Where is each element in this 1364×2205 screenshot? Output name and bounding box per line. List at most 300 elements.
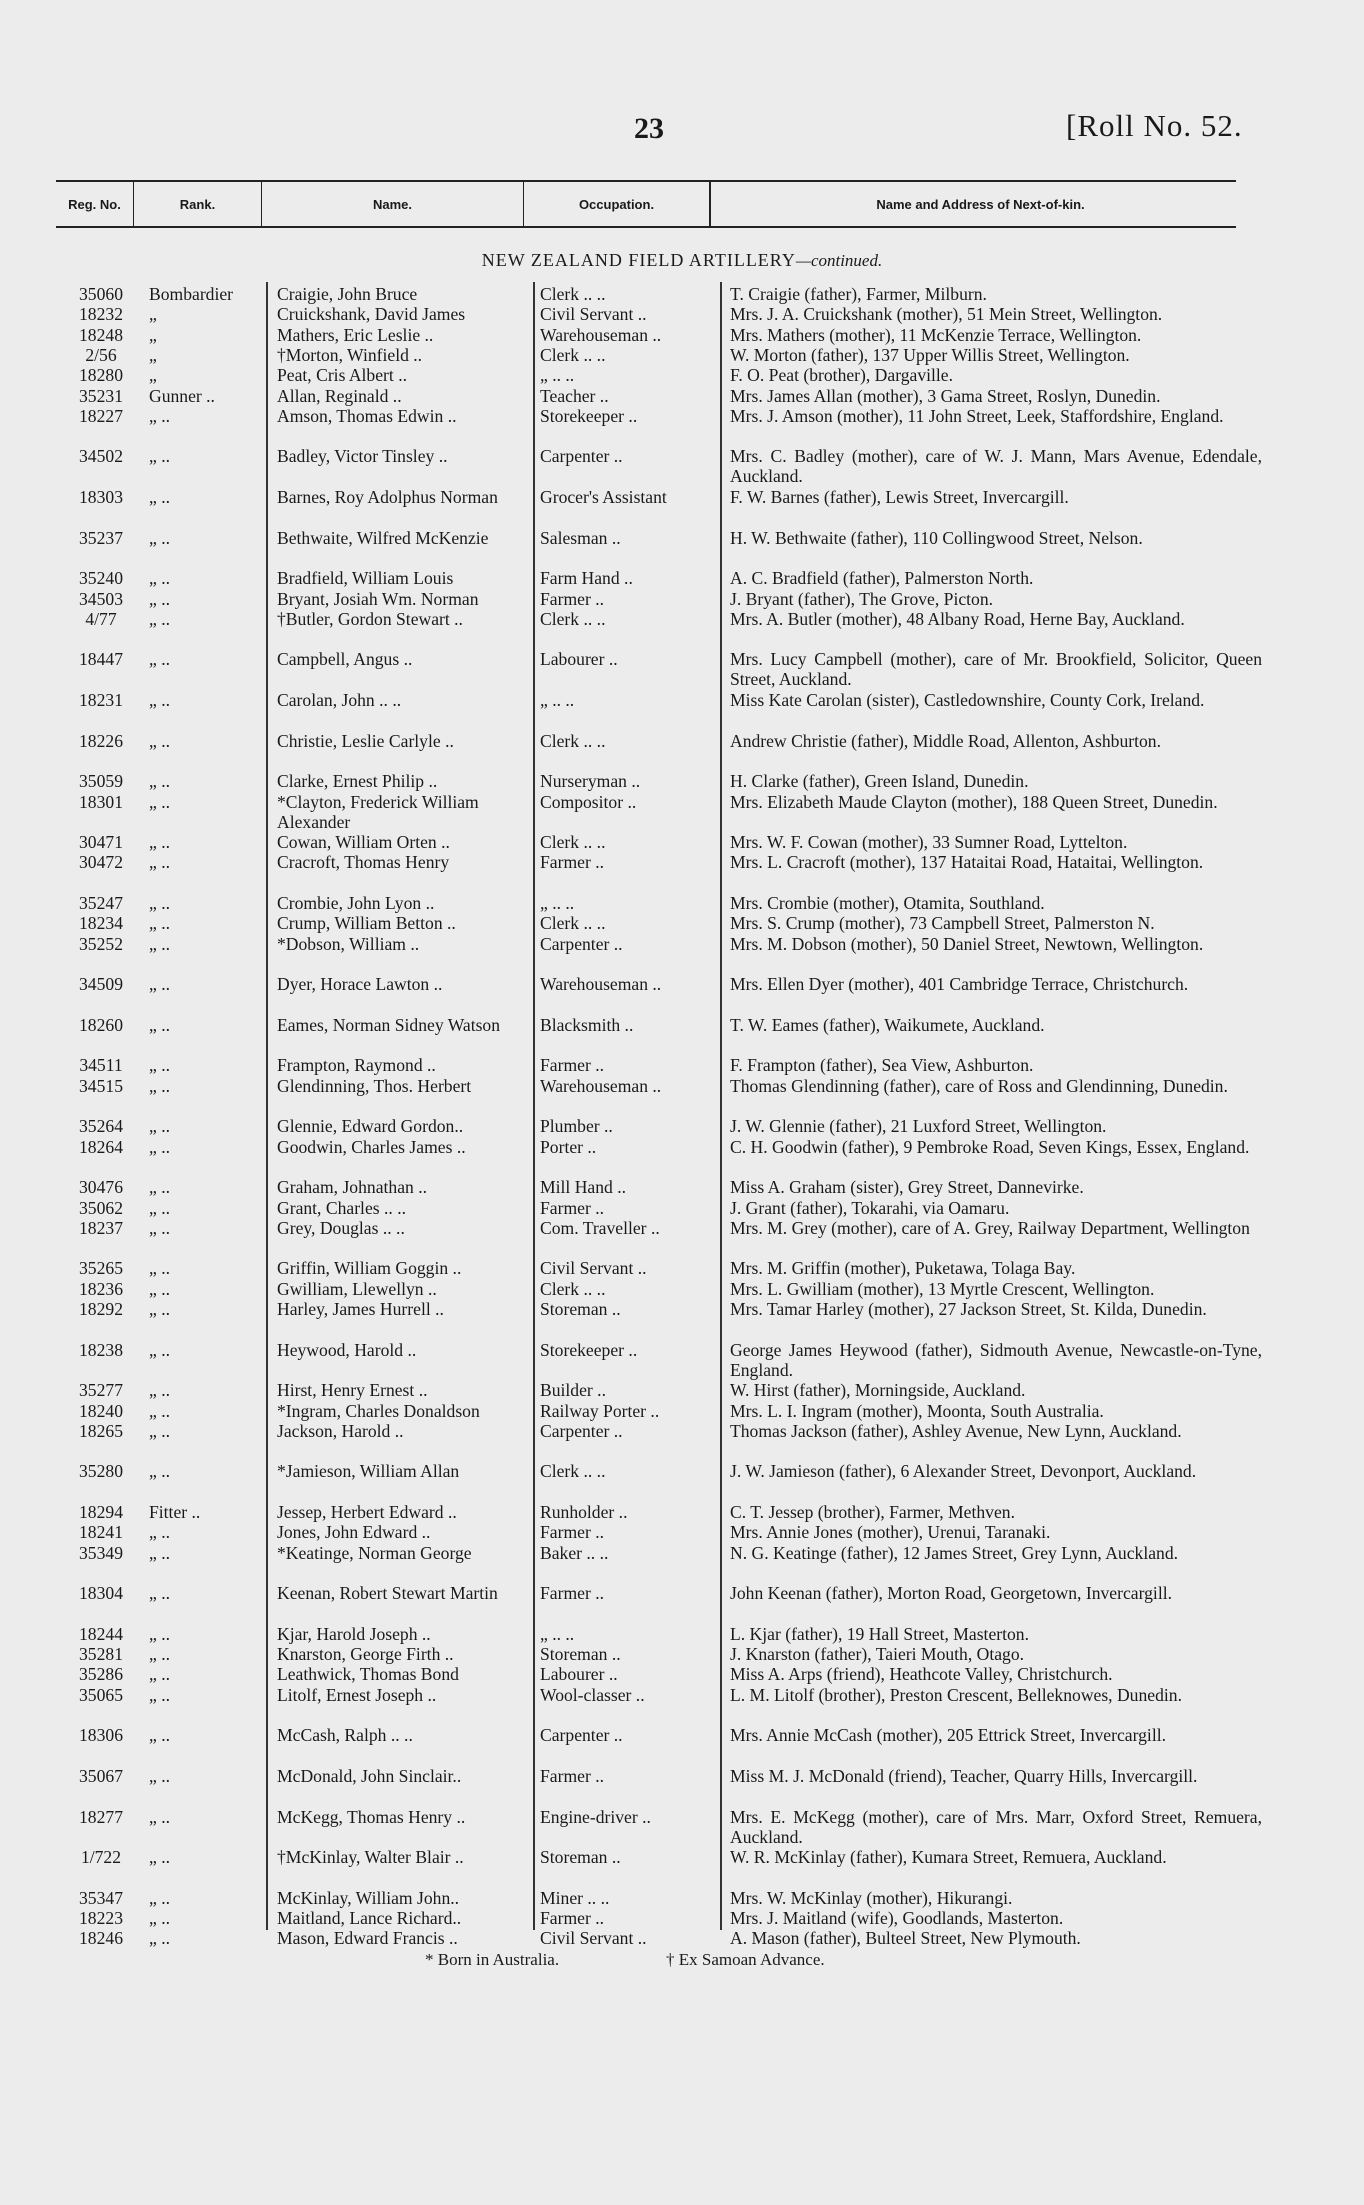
occupation-cell: Clerk .. .. [540,344,606,365]
table-row [0,1218,1364,1259]
next-of-kin-cell: Thomas Glendinning (father), care of Ross and Glendinning, Dunedin. [730,1075,1228,1096]
next-of-kin-cell: Mrs. Tamar Harley (mother), 27 Jackson Street, St. Kilda, Dunedin. [730,1299,1207,1319]
col-kin-header: Name and Address of Next-of-kin. [710,182,1250,226]
occupation-cell: Carpenter .. [540,933,623,954]
rank-cell: „ .. [149,1623,171,1644]
table-row [0,406,1364,447]
name-cell: Jones, John Edward .. [277,1522,431,1543]
reg-number-cell: 18244 [79,1623,123,1644]
rank-cell: „ .. [149,1664,171,1685]
rank-cell: „ .. [149,1339,171,1360]
occupation-cell: Plumber .. [540,1116,613,1137]
next-of-kin-cell: Mrs. A. Butler (mother), 48 Albany Road, Herne Bay, Auckland. [730,608,1185,629]
next-of-kin-cell: Mrs. Ellen Dyer (mother), 401 Cambridge Terrace, Christchurch. [730,974,1189,995]
reg-number-cell: 2/56 [85,344,117,365]
name-cell: Keenan, Robert Stewart Martin [277,1583,498,1604]
reg-number-cell: 35265 [79,1258,123,1279]
rank-cell: „ .. [149,1806,171,1827]
reg-number-cell: 34503 [79,588,123,609]
table-row [0,934,1364,975]
reg-number-cell: 18301 [79,791,123,812]
rank-cell: „ .. [149,1014,171,1035]
rank-cell: „ .. [149,1684,171,1705]
rank-cell: Fitter .. [149,1502,201,1522]
next-of-kin-cell: C. T. Jessep (brother), Farmer, Methven. [730,1502,1015,1522]
reg-number-cell: 30471 [79,832,123,853]
table-row [0,345,1364,365]
rank-cell: „ .. [149,1583,171,1604]
name-cell: Leathwick, Thomas Bond [277,1664,459,1685]
rank-cell: „ .. [149,1887,171,1908]
table-row [0,1664,1364,1684]
name-cell: Grey, Douglas .. .. [277,1217,405,1238]
name-cell: *Dobson, William .. [277,933,420,954]
occupation-cell: Civil Servant .. [540,1928,647,1949]
reg-number-cell: 18231 [79,690,123,710]
table-row [0,1299,1364,1340]
rank-cell: „ .. [149,1380,171,1401]
reg-number-cell: 18226 [79,730,123,751]
next-of-kin-cell: Mrs. E. McKegg (mother), care of Mrs. Marr, Oxford Street, Remuera, Auckland. [730,1806,1262,1847]
reg-number-cell: 18238 [79,1339,123,1360]
table-row [0,1502,1364,1522]
next-of-kin-cell: Mrs. C. Badley (mother), care of W. J. Mann, Mars Avenue, Edendale, Auckland. [730,446,1262,487]
occupation-cell: Engine-driver .. [540,1806,651,1827]
next-of-kin-cell: Mrs. S. Crump (mother), 73 Campbell Street, Palmerston N. [730,913,1155,934]
name-cell: McDonald, John Sinclair.. [277,1765,462,1786]
next-of-kin-cell: L. M. Litolf (brother), Preston Crescent, Belleknowes, Dunedin. [730,1684,1182,1705]
next-of-kin-cell: J. Grant (father), Tokarahi, via Oamaru. [730,1197,1010,1218]
rank-cell: „ .. [149,852,171,873]
reg-number-cell: 35240 [79,568,123,589]
next-of-kin-cell: Thomas Jackson (father), Ashley Avenue, New Lynn, Auckland. [730,1420,1182,1441]
section-continued: —continued. [795,251,883,270]
occupation-cell: „ .. .. [540,893,575,913]
occupation-cell: Clerk .. .. [540,1461,606,1482]
table-row [0,365,1364,385]
occupation-cell: Teacher .. [540,385,609,406]
table-row [0,649,1364,690]
reg-number-cell: 18248 [79,324,123,345]
occupation-cell: Runholder .. [540,1502,628,1522]
reg-number-cell: 18241 [79,1522,123,1543]
reg-number-cell: 18303 [79,487,123,507]
reg-number-cell: 18240 [79,1400,123,1421]
rank-cell: „ .. [149,690,171,710]
reg-number-cell: 18236 [79,1278,123,1299]
table-row [0,852,1364,893]
rank-cell: „ .. [149,527,171,548]
occupation-cell: Clerk .. .. [540,1278,606,1299]
next-of-kin-cell: A. Mason (father), Bulteel Street, New Plymouth. [730,1928,1081,1949]
rank-cell: „ .. [149,913,171,934]
next-of-kin-cell: Mrs. J. Maitland (wife), Goodlands, Masterton. [730,1908,1064,1928]
table-row [0,1076,1364,1117]
reg-number-cell: 18260 [79,1014,123,1035]
reg-number-cell: 18304 [79,1583,123,1604]
table-row [0,1461,1364,1502]
reg-number-cell: 35060 [79,284,123,304]
table-row [0,1015,1364,1056]
reg-number-cell: 35237 [79,527,123,548]
next-of-kin-cell: H. W. Bethwaite (father), 110 Collingwood Street, Nelson. [730,527,1143,548]
next-of-kin-cell: Mrs. L. Cracroft (mother), 137 Hataitai Road, Hataitai, Wellington. [730,852,1204,873]
occupation-cell: Railway Porter .. [540,1400,660,1421]
next-of-kin-cell: John Keenan (father), Morton Road, Georgetown, Invercargill. [730,1583,1172,1604]
table-row [0,792,1364,833]
occupation-cell: Builder .. [540,1380,606,1401]
col-occupation-header: Occupation. [524,182,710,226]
rank-cell: „ .. [149,649,171,670]
footnote-born-australia: * Born in Australia. [425,1950,560,1969]
table-row [0,568,1364,588]
name-cell: McCash, Ralph .. .. [277,1725,413,1746]
name-cell: Litolf, Ernest Joseph .. [277,1684,437,1705]
next-of-kin-cell: J. W. Glennie (father), 21 Luxford Street, Wellington. [730,1116,1107,1137]
occupation-cell: Clerk .. .. [540,913,606,934]
occupation-cell: Storeman .. [540,1299,621,1319]
name-cell: Kjar, Harold Joseph .. [277,1623,431,1644]
table-row [0,284,1364,304]
rank-cell: „ .. [149,1847,171,1868]
next-of-kin-cell: Mrs. James Allan (mother), 3 Gama Street, Roslyn, Dunedin. [730,385,1161,406]
next-of-kin-cell: C. H. Goodwin (father), 9 Pembroke Road, Seven Kings, Essex, England. [730,1136,1250,1157]
table-row [0,771,1364,791]
occupation-cell: Warehouseman .. [540,1075,662,1096]
rank-cell: „ .. [149,1136,171,1157]
footnote-samoan: † Ex Samoan Advance. [666,1950,825,1969]
reg-number-cell: 18232 [79,304,123,325]
occupation-cell: Labourer .. [540,1664,618,1685]
table-row [0,913,1364,933]
rank-cell: „ .. [149,1928,171,1949]
reg-number-cell: 35277 [79,1380,123,1401]
occupation-cell: Porter .. [540,1136,597,1157]
table-row [0,1847,1364,1888]
name-cell: Griffin, William Goggin .. [277,1258,462,1279]
rank-cell: „ .. [149,1420,171,1441]
name-cell: Grant, Charles .. .. [277,1197,406,1218]
table-row [0,1522,1364,1542]
rank-cell: „ .. [149,832,171,853]
occupation-cell: Mill Hand .. [540,1177,627,1198]
name-cell: Dyer, Horace Lawton .. [277,974,443,995]
occupation-cell: Baker .. .. [540,1542,609,1563]
rank-cell: „ .. [149,405,171,426]
next-of-kin-cell: F. O. Peat (brother), Dargaville. [730,365,954,386]
rank-cell: „ .. [149,974,171,995]
next-of-kin-cell: F. Frampton (father), Sea View, Ashburton. [730,1055,1034,1076]
occupation-cell: Salesman .. [540,527,621,548]
table-row [0,1685,1364,1726]
rank-cell: „ .. [149,608,171,629]
rank-cell: „ .. [149,730,171,751]
reg-number-cell: 4/77 [85,608,117,629]
reg-number-cell: 35231 [79,385,123,406]
name-cell: *Ingram, Charles Donaldson [277,1400,480,1421]
table-row [0,1258,1364,1278]
rank-cell: „ .. [149,791,171,812]
occupation-cell: „ .. .. [540,690,575,710]
name-cell: Crump, William Betton .. [277,913,456,934]
name-cell: Bradfield, William Louis [277,568,454,589]
next-of-kin-cell: J. Bryant (father), The Grove, Picton. [730,588,994,609]
table-row [0,1340,1364,1381]
name-cell: Carolan, John .. .. [277,690,402,710]
section-title-text: NEW ZEALAND FIELD ARTILLERY [481,250,796,270]
roll-number: [Roll No. 52. [1066,108,1243,143]
reg-number-cell: 18234 [79,913,123,934]
reg-number-cell: 18280 [79,365,123,386]
reg-number-cell: 35059 [79,771,123,792]
occupation-cell: Farmer .. [540,1908,605,1928]
table-row [0,1198,1364,1218]
rank-cell: „ .. [149,1217,171,1238]
header-bottom-rule [56,226,1236,228]
rank-cell: „ .. [149,1116,171,1137]
table-row [0,1807,1364,1848]
rank-cell: „ [149,324,157,345]
reg-number-cell: 35264 [79,1116,123,1137]
occupation-cell: „ .. .. [540,1623,575,1644]
name-cell: †Butler, Gordon Stewart .. [277,608,463,629]
occupation-cell: Warehouseman .. [540,324,662,345]
rank-cell: „ [149,304,157,325]
next-of-kin-cell: Mrs. L. Gwilliam (mother), 13 Myrtle Crescent, Wellington. [730,1278,1155,1299]
rank-cell: „ .. [149,1278,171,1299]
table-row [0,325,1364,345]
reg-number-cell: 35065 [79,1684,123,1705]
occupation-cell: Labourer .. [540,649,618,670]
rank-cell: „ [149,365,157,386]
rank-cell: „ .. [149,446,171,467]
occupation-cell: Clerk .. .. [540,832,606,853]
reg-number-cell: 18306 [79,1725,123,1746]
name-cell: Jackson, Harold .. [277,1420,404,1441]
reg-number-cell: 34502 [79,446,123,467]
table-row [0,1380,1364,1400]
name-cell: Amson, Thomas Edwin .. [277,405,457,426]
rank-cell: „ .. [149,1258,171,1279]
occupation-cell: Farmer .. [540,1522,605,1543]
table-row [0,1766,1364,1807]
reg-number-cell: 35281 [79,1644,123,1665]
reg-number-cell: 35247 [79,893,123,913]
col-name-header: Name. [262,182,524,226]
occupation-cell: Storekeeper .. [540,405,638,426]
occupation-cell: Carpenter .. [540,1420,623,1441]
next-of-kin-cell: F. W. Barnes (father), Lewis Street, Invercargill. [730,487,1069,507]
table-row [0,974,1364,1015]
table-row [0,690,1364,731]
name-cell: Mason, Edward Francis .. [277,1928,458,1949]
table-row [0,487,1364,528]
reg-number-cell: 18447 [79,649,123,670]
name-cell: Bryant, Josiah Wm. Norman [277,588,479,609]
table-row [0,1137,1364,1178]
rank-cell: „ .. [149,771,171,792]
occupation-cell: Wool-classer .. [540,1684,645,1705]
reg-number-cell: 35347 [79,1887,123,1908]
name-cell: Harley, James Hurrell .. [277,1299,444,1319]
rank-cell: „ .. [149,1542,171,1563]
name-cell: Eames, Norman Sidney Watson [277,1014,501,1035]
name-cell: McKinlay, William John.. [277,1887,460,1908]
name-cell: Clarke, Ernest Philip .. [277,771,438,792]
table-row [0,1908,1364,1928]
next-of-kin-cell: Miss M. J. McDonald (friend), Teacher, Quarry Hills, Invercargill. [730,1765,1198,1786]
next-of-kin-cell: Mrs. Mathers (mother), 11 McKenzie Terrace, Wellington. [730,324,1142,345]
occupation-cell: Nurseryman .. [540,771,641,792]
next-of-kin-cell: Andrew Christie (father), Middle Road, Allenton, Ashburton. [730,730,1161,751]
reg-number-cell: 35280 [79,1461,123,1482]
occupation-cell: Clerk .. .. [540,284,606,304]
reg-number-cell: 35062 [79,1197,123,1218]
name-cell: †McKinlay, Walter Blair .. [277,1847,464,1868]
name-cell: Frampton, Raymond .. [277,1055,436,1076]
table-row [0,1177,1364,1197]
reg-number-cell: 35349 [79,1542,123,1563]
occupation-cell: Farmer .. [540,852,605,873]
reg-number-cell: 18264 [79,1136,123,1157]
table-row [0,893,1364,913]
next-of-kin-cell: Mrs. Lucy Campbell (mother), care of Mr. Brookfield, Solicitor, Queen Street, Auckland. [730,649,1262,690]
reg-number-cell: 18277 [79,1806,123,1827]
occupation-cell: Farmer .. [540,588,605,609]
name-cell: Cracroft, Thomas Henry [277,852,450,873]
occupation-cell: „ .. .. [540,365,575,386]
name-cell: Peat, Cris Albert .. [277,365,407,386]
occupation-cell: Civil Servant .. [540,304,647,325]
table-row [0,1116,1364,1136]
table-row [0,1543,1364,1584]
table-row [0,1644,1364,1664]
next-of-kin-cell: W. Morton (father), 137 Upper Willis Street, Wellington. [730,344,1130,365]
name-cell: Campbell, Angus .. [277,649,413,670]
rank-cell: „ .. [149,1765,171,1786]
table-row [0,731,1364,772]
rank-cell: „ .. [149,1055,171,1076]
section-title [0,250,1364,271]
next-of-kin-cell: N. G. Keatinge (father), 12 James Street, Grey Lynn, Auckland. [730,1542,1179,1563]
occupation-cell: Com. Traveller .. [540,1217,660,1238]
next-of-kin-cell: George James Heywood (father), Sidmouth Avenue, Newcastle-on-Tyne, England. [730,1339,1262,1380]
reg-number-cell: 18223 [79,1908,123,1928]
next-of-kin-cell: Mrs. M. Griffin (mother), Puketawa, Tolaga Bay. [730,1258,1076,1279]
name-cell: Allan, Reginald .. [277,385,402,406]
rank-cell: „ .. [149,1177,171,1198]
name-cell: †Morton, Winfield .. [277,344,423,365]
reg-number-cell: 18237 [79,1217,123,1238]
occupation-cell: Farmer .. [540,1583,605,1604]
occupation-cell: Civil Servant .. [540,1258,647,1279]
table-row [0,609,1364,650]
next-of-kin-cell: A. C. Bradfield (father), Palmerston North. [730,568,1034,589]
name-cell: Crombie, John Lyon .. [277,893,435,913]
occupation-cell: Carpenter .. [540,1725,623,1746]
next-of-kin-cell: Mrs. M. Grey (mother), care of A. Grey, Railway Department, Wellington [730,1217,1250,1238]
occupation-cell: Grocer's Assistant [540,487,667,507]
rank-cell: „ .. [149,893,171,913]
occupation-cell: Farmer .. [540,1055,605,1076]
name-cell: Gwilliam, Llewellyn .. [277,1278,437,1299]
next-of-kin-cell: Mrs. M. Dobson (mother), 50 Daniel Street, Newtown, Wellington. [730,933,1204,954]
page-number: 23 [634,112,664,145]
rank-cell: „ .. [149,1299,171,1319]
reg-number-cell: 35252 [79,933,123,954]
next-of-kin-cell: W. Hirst (father), Morningside, Auckland. [730,1380,1026,1401]
next-of-kin-cell: L. Kjar (father), 19 Hall Street, Masterton. [730,1623,1029,1644]
occupation-cell: Blacksmith .. [540,1014,634,1035]
occupation-cell: Storeman .. [540,1847,621,1868]
next-of-kin-cell: H. Clarke (father), Green Island, Dunedin. [730,771,1029,792]
table-row [0,832,1364,852]
occupation-cell: Carpenter .. [540,446,623,467]
reg-number-cell: 30476 [79,1177,123,1198]
next-of-kin-cell: Mrs. J. A. Cruickshank (mother), 51 Mein Street, Wellington. [730,304,1163,325]
reg-number-cell: 34515 [79,1075,123,1096]
next-of-kin-cell: Miss A. Graham (sister), Grey Street, Dannevirke. [730,1177,1084,1198]
name-cell: Cruickshank, David James [277,304,466,325]
occupation-cell: Miner .. .. [540,1887,610,1908]
reg-number-cell: 18265 [79,1420,123,1441]
table-row [0,1624,1364,1644]
col-rank-header: Rank. [134,182,262,226]
name-cell: Glendinning, Thos. Herbert [277,1075,472,1096]
table-row [0,1583,1364,1624]
table-row [0,589,1364,609]
table-row [0,446,1364,487]
rank-cell: „ .. [149,588,171,609]
rank-cell: „ .. [149,487,171,507]
next-of-kin-cell: Mrs. Elizabeth Maude Clayton (mother), 188 Queen Street, Dunedin. [730,791,1218,812]
rank-cell: „ .. [149,1908,171,1928]
name-cell: Goodwin, Charles James .. [277,1136,466,1157]
occupation-cell: Storeman .. [540,1644,621,1665]
reg-number-cell: 30472 [79,852,123,873]
occupation-cell: Farm Hand .. [540,568,633,589]
table-row [0,386,1364,406]
reg-number-cell: 34511 [79,1055,123,1076]
next-of-kin-cell: Mrs. J. Amson (mother), 11 John Street, Leek, Staffordshire, England. [730,405,1224,426]
name-cell: Craigie, John Bruce [277,284,418,304]
name-cell: Heywood, Harold .. [277,1339,417,1360]
occupation-cell: Warehouseman .. [540,974,662,995]
name-cell: *Clayton, Frederick William Alexander [277,791,479,832]
occupation-cell: Farmer .. [540,1765,605,1786]
table-row [0,1401,1364,1421]
occupation-cell: Farmer .. [540,1197,605,1218]
next-of-kin-cell: T. W. Eames (father), Waikumete, Auckland. [730,1014,1045,1035]
name-cell: Mathers, Eric Leslie .. [277,324,434,345]
table-row [0,1888,1364,1908]
next-of-kin-cell: Miss Kate Carolan (sister), Castledownshire, County Cork, Ireland. [730,690,1205,710]
name-cell: Knarston, George Firth .. [277,1644,454,1665]
name-cell: Jessep, Herbert Edward .. [277,1502,457,1522]
rank-cell: „ .. [149,1075,171,1096]
reg-number-cell: 35286 [79,1664,123,1685]
table-row [0,1725,1364,1766]
table-row [0,304,1364,324]
reg-number-cell: 18227 [79,405,123,426]
next-of-kin-cell: Mrs. Crombie (mother), Otamita, Southland. [730,893,1045,913]
table-row [0,528,1364,569]
occupation-cell: Clerk .. .. [540,608,606,629]
name-cell: Barnes, Roy Adolphus Norman [277,487,498,507]
rank-cell: „ .. [149,1400,171,1421]
table-row [0,1055,1364,1075]
occupation-cell: Storekeeper .. [540,1339,638,1360]
